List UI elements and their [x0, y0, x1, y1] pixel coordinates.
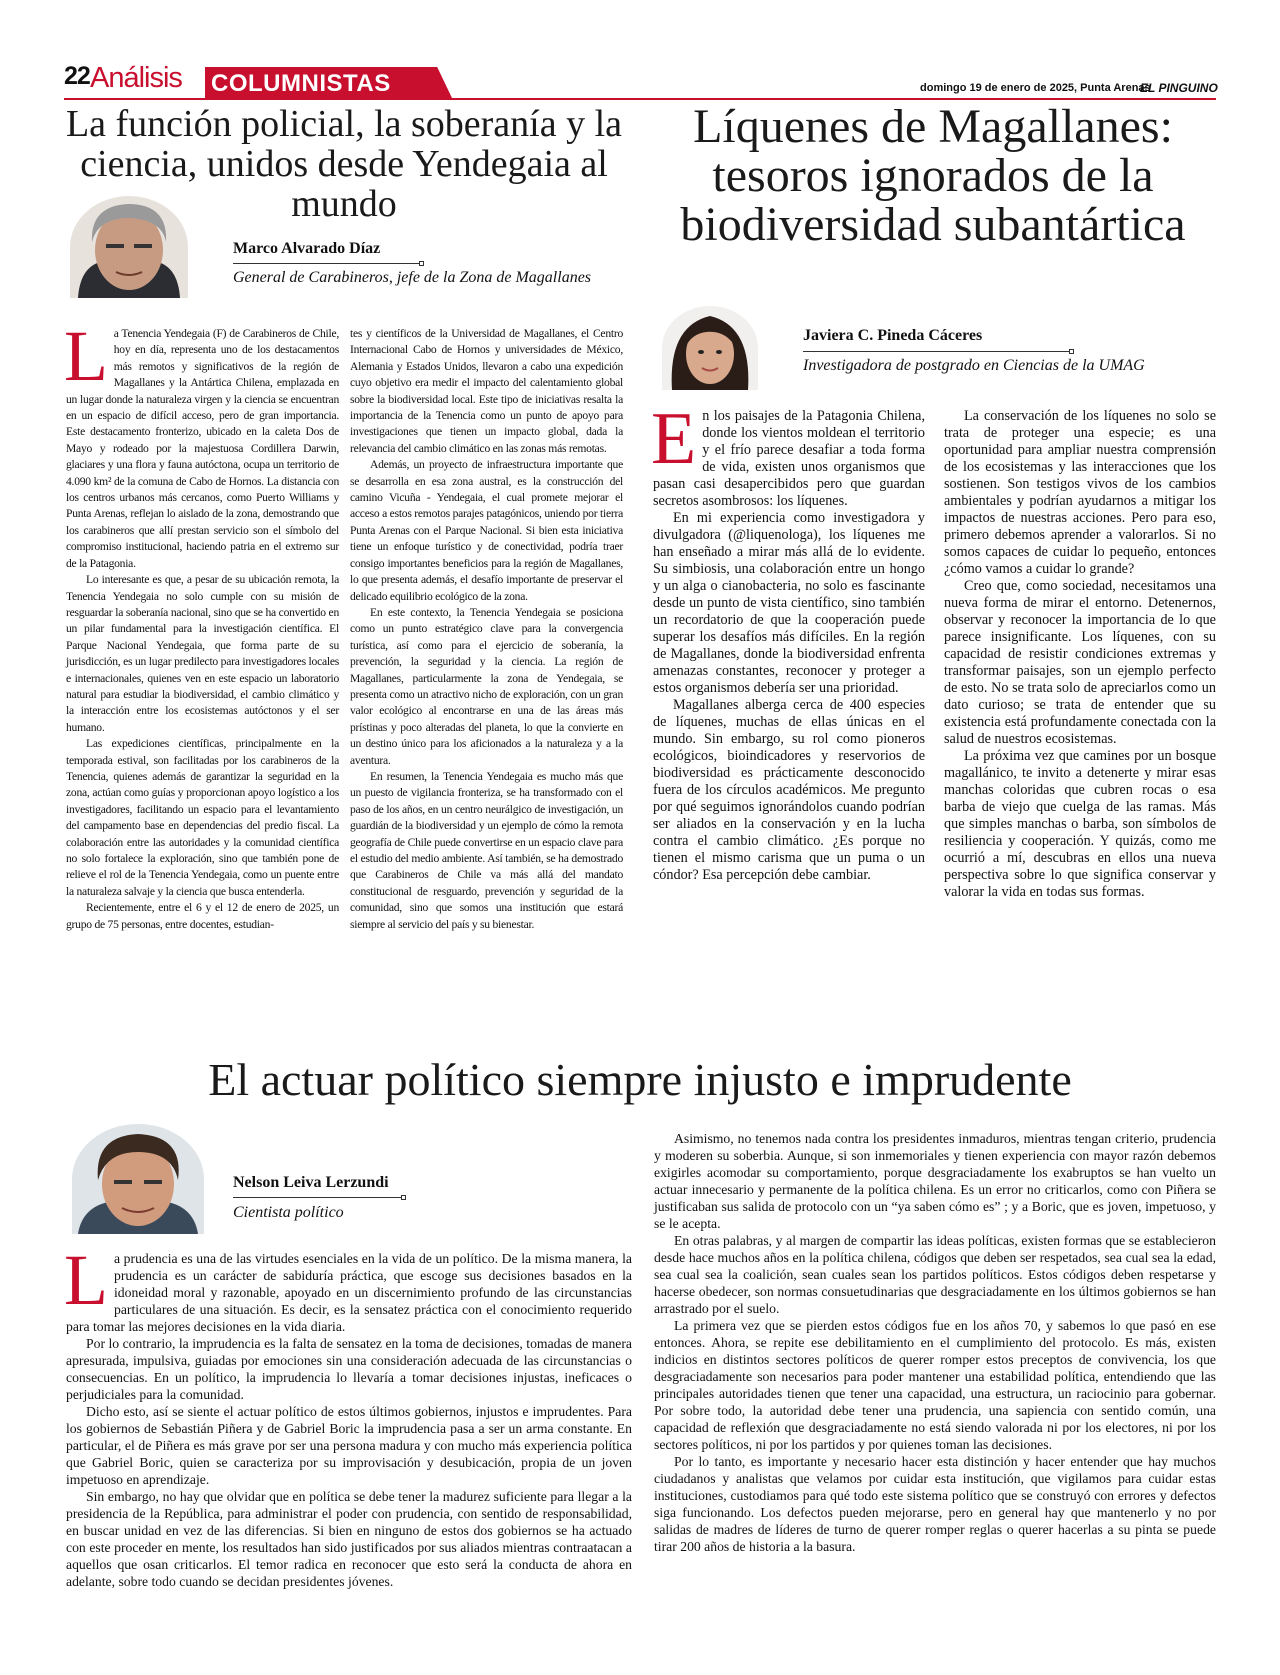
paragraph: La primera vez que se pierden estos códigos fue en los años 70, y sabemos lo que pasó en ese entonces. Ahora, se repite ese debilitamiento en el cumplimiento del protocolo. Es más, existen indicios en distintos sectores políticos de querer romper estos preceptos de convivencia, los que desgraciadamente son necesarios para poder mantener una estabilidad política, entendiendo que las principales autoridades tienen que tener una capacidad, una estructura, un raciocinio para gobernar. Por sobre todo, la autoridad debe tener una prudencia, una sapiencia con sentido común, una capacidad de reflexión que desgraciadamente no está siendo valorada ni por los electores, ni por los sectores políticos, ni por los partidos y por quienes toman las decisiones. — [654, 1318, 1216, 1452]
newspaper-name: EL PINGUINO — [1140, 81, 1218, 95]
article-column — [64, 1240, 632, 1590]
author-divider — [233, 1197, 403, 1198]
article-title: El actuar político siempre injusto e imprudente — [208, 1054, 1072, 1105]
article-column — [654, 1130, 1216, 1555]
author-role: General de Carabineros, jefe de la Zona de Magallanes — [233, 269, 592, 286]
paragraph: Lo interesante es que, a pesar de su ubicación remota, la Tenencia Yendegaia no solo cumple con su misión de resguardar la soberanía nacional, sino que se ha convertido en un pilar fundamental para la investigación científica. El Parque Nacional Yendegaia, que forma parte de su jurisdicción, es un lugar predilecto para investigadores locales e internacionales, quienes ven en este espacio un laboratorio natural para estudiar la biodiversidad, el cambio climático y la interacción entre los ecosistemas autóctonos y el ser humano. — [66, 573, 339, 734]
paragraph: La próxima vez que camines por un bosque magallánico, te invito a detenerte y mirar esas manchas coloridas que cubren rocas o esa barba de viejo que cuelga de las ramas. Más que simples manchas o barba, son símbolos de resiliencia y cooperación. Y quizás, como me ocurrió a mí, descubras en ellos una nueva perspectiva sobre lo que significa conservar y valorar la vida en todas sus formas. — [944, 748, 1216, 900]
paragraph: n los paisajes de la Patagonia Chilena, donde los vientos moldean el territorio y el frío parece desafiar a toda forma de vida, existen unos organismos que pasan casi desapercibidos pero que guardan secretos asombrosos: los líquenes. — [653, 408, 925, 509]
paragraph: En resumen, la Tenencia Yendegaia es mucho más que un puesto de vigilancia fronteriza, se ha transformado con el paso de los años, en un centro neurálgico de investigación, un guardián de la biodiversidad y un ejemplo de cómo la remota geografía de Chile puede convertirse en un espacio clave para el estudio del medio ambiente. Así también, se ha demostrado que Carabineros de Chile va más allá del mandato constitucional de resguardo, prevención y seguridad de la comunidad, sino que somos una institución que estará siempre al servicio del país y su bienestar. — [350, 769, 623, 931]
author-photo — [70, 196, 188, 298]
paragraph: Asimismo, no tenemos nada contra los presidentes inmaduros, mientras tengan criterio, prudencia y moderen su soberbia. Aunque, si son inmemoriales y tienen experiencia con mayor razón debemos exigirles acomodar su comportamiento, porque desgraciadamente los exabruptos se han vuelto un actuar innecesario y permanente de la política chilena. Es un error no criticarlos, como con Piñera se justificaban sus salida de protocolo con un “ya saben cómo es” ; y a Boric, que es joven, impetuoso, y se le acepta. — [654, 1131, 1216, 1231]
author-name: Javiera C. Pineda Cáceres — [803, 327, 983, 344]
paragraph: En mi experiencia como investigadora y divulgadora (@liquenologa), los líquenes me han enseñado a mirar más allá de lo evidente. Su simbiosis, una colaboración entre un hongo y un alga o cianobacteria, no solo es fascinante desde un punto de vista científico, sino también un recordatorio de que la cooperación puede superar los desafíos más difíciles. En la región de Magallanes, donde la biodiversidad enfrenta amenazas constantes, reconocer y proteger a estos organismos debería ser una prioridad. — [653, 510, 925, 696]
author-divider — [803, 351, 1071, 352]
author-role: Investigadora de postgrado en Ciencias de la UMAG — [803, 357, 1145, 374]
author-photo — [662, 306, 758, 390]
drop-cap: L — [64, 1240, 108, 1320]
author-divider-dot — [401, 1195, 406, 1200]
paragraph: a prudencia es una de las virtudes esenciales en la vida de un político. De la misma manera, la prudencia es un carácter de sabiduría práctica, que escoge sus decisiones basados en la idoneidad moral y razonable, apoyado en un discernimiento profundo de las circunstancias particulares de una situación. Es decir, es la sensatez práctica con el conocimiento requerido para tomar las mejores decisiones en la vida diaria. — [66, 1251, 632, 1334]
article-column — [944, 408, 1216, 901]
paragraph: Recientemente, entre el 6 y el 12 de enero de 2025, un grupo de 75 personas, entre docentes, estudian- — [66, 901, 339, 931]
article-title: La función policial, la soberanía y la ciencia, unidos desde Yendegaia al mundo — [65, 103, 623, 225]
drop-cap: E — [651, 398, 697, 480]
paragraph: Dicho esto, así se siente el actuar político de estos últimos gobiernos, injustos e imprudentes. Para los gobiernos de Sebastián Piñera y de Gabriel Boric la imprudencia pasa a ser un arma constante. En particular, el de Piñera es más grave por ser una persona madura y con mucho más experiencia política que Gabriel Boric, quien se caracteriza por su improvisación y desubicación, propia de un joven impetuoso en aprendizaje. — [66, 1404, 632, 1487]
author-divider-dot — [1069, 349, 1074, 354]
paragraph: La conservación de los líquenes no solo se trata de proteger una especie; es una oportunidad para ampliar nuestra comprensión de los ecosistemas y las interacciones que los sostienen. Son testigos vivos de los cambios ambientales y podrían ayudarnos a mitigar los impactos de nuestras acciones. Pero para eso, primero debemos aprender a valorarlos. Si no somos capaces de cuidar lo pequeño, entonces ¿cómo vamos a cuidar lo grande? — [944, 408, 1216, 577]
paragraph: Magallanes alberga cerca de 400 especies de líquenes, muchas de ellas únicas en el mundo. Sin embargo, su rol como pioneros ecológicos, bioindicadores y reservorios de biodiversidad es prácticamente desconocido fuera de los círculos académicos. Me pregunto por qué seguimos ignorándolos cuando podrían ser aliados en la conservación y en la lucha contra el cambio climático. ¿Es porque no tienen el mismo carisma que un puma o un cóndor? Esa percepción debe cambiar. — [653, 697, 925, 883]
author-name: Marco Alvarado Díaz — [233, 240, 381, 257]
section-name: Análisis — [90, 62, 182, 94]
paragraph: tes y científicos de la Universidad de Magallanes, el Centro Internacional Cabo de Hornos y universidades de México, Alemania y Estados Unidos, llevaron a cabo una expedición cuyo objetivo era medir el impacto del calentamiento global sobre la biodiversidad local. Este tipo de iniciativas resalta la importancia de la Tenencia como un punto de apoyo para investigaciones que tienen un impacto global, dada la relevancia del cambio climático en las zonas más remotas. — [350, 327, 623, 455]
author-divider-dot — [419, 261, 424, 266]
author-portrait-icon — [72, 1124, 204, 1234]
page-number: 22 — [64, 62, 90, 90]
paragraph: a Tenencia Yendegaia (F) de Carabineros de Chile, hoy en día, representa uno de los destacamentos más remotos y significativos de la región de Magallanes y la Antártica Chilena, emplazada en un lugar donde la naturaleza virgen y la ciencia se encuentran en un espacio de difícil acceso, pero de gran importancia. Este destacamento fronterizo, ubicado en la caleta Dos de Mayo y rodeado por la majestuosa Cordillera Darwin, glaciares y una flora y fauna autóctona, ocupa un territorio de 4.090 km² de la comuna de Cabo de Hornos. La distancia con los centros urbanos más cercanos, como Puerto Williams y Punta Arenas, reflejan lo aislado de la zona, demostrando que los carabineros que allí prestan servicio son el símbolo del compromiso institucional, haciendo patria en el extremo sur de la Patagonia. — [66, 327, 339, 570]
publication-date: domingo 19 de enero de 2025, Punta Arenas — [920, 82, 1151, 94]
author-portrait-icon — [70, 196, 188, 298]
paragraph: Creo que, como sociedad, necesitamos una nueva forma de mirar el entorno. Detenernos, observar y reconocer la importancia de lo que parece insignificante. Los líquenes, con su capacidad de resistir condiciones extremas y transformar paisajes, son un ejemplo perfecto de esto. No se trata solo de apreciarlos como un dato curioso; se trata de entender que su existencia está profundamente conectada con la salud de nuestros ecosistemas. — [944, 578, 1216, 747]
article-column — [651, 398, 925, 884]
section-label: COLUMNISTAS — [211, 70, 391, 97]
paragraph: Las expediciones científicas, principalmente en la temporada estival, son facilitadas por los carabineros de la Tenencia, quienes además de garantizar la seguridad en la zona, actúan como guías y proporcionan apoyo logístico a los investigadores, facilitando un espacio para el levantamiento del campamento base en dependencias del predio fiscal. La colaboración entre las autoridades y la comunidad científica no solo fortalece la exploración, sino que también pone de relieve el rol de la Tenencia Yendegaia, como un puente entre la naturaleza salvaje y la ciencia que busca entenderla. — [66, 737, 339, 898]
paragraph: Además, un proyecto de infraestructura importante que se desarrolla en esa zona austral, es la construcción del camino Vicuña - Yendegaia, el cual promete mejorar el acceso a estos remotos parajes patagónicos, uniendo por tierra Punta Arenas con el Parque Nacional. Si bien esta iniciativa tiene un enfoque turístico y de conectividad, podría traer consigo importantes beneficios para la región de Magallanes, lo que presenta además, el desafío importante de preservar el delicado equilibrio ecológico de la zona. — [350, 458, 623, 603]
author-portrait-icon — [662, 306, 758, 390]
author-name: Nelson Leiva Lerzundi — [233, 1174, 389, 1191]
article-column — [350, 326, 623, 933]
author-role: Cientista político — [233, 1204, 344, 1221]
author-photo — [72, 1124, 204, 1234]
paragraph: En otras palabras, y al margen de compartir las ideas políticas, existen formas que se establecieron desde hace muchos años en la política chilena, códigos que deben ser respetados, sea cual sea la edad, sea cual sea la coalición, sean cuales sean los partidos políticos. Estos códigos deben respetarse y hacerse obedecer, son normas consuetudinarias que desgraciadamente en los últimos gobiernos se han arrastrado por el suelo. — [654, 1233, 1216, 1316]
paragraph: Por lo tanto, es importante y necesario hacer esta distinción y hacer entender que hay muchos ciudadanos y analistas que velamos por cuidar esta institución, que vigilamos para cuidar estas instituciones, custodiamos para qué todo este sistema político que se construyó con errores y defectos siga funcionando. Los defectos pueden mejorarse, pero en general hay que mantenerlo y no por salidas de madres de líderes de turno de querer romper reglas o querer hacerlas a su pinta se puede tirar 200 años de historia a la basura. — [654, 1454, 1216, 1554]
drop-cap: L — [64, 316, 108, 396]
article-title: Líquenes de Magallanes: tesoros ignorados de la biodiversidad subantártica — [680, 100, 1186, 251]
paragraph: En este contexto, la Tenencia Yendegaia se posiciona como un punto estratégico clave para la convergencia turística, así como para el ejercicio de soberanía, la prevención, la seguridad y la ciencia. La región de Magallanes, particularmente la zona de Yendegaia, se presenta como un atractivo nicho de exploración, con un gran valor ecológico al encontrarse en una de las áreas más prístinas y poco alteradas del planeta, lo que la convierte en un destino único para los aficionados a la naturaleza y a la aventura. — [350, 605, 623, 767]
author-divider — [233, 263, 421, 264]
paragraph: Sin embargo, no hay que olvidar que en política se debe tener la madurez suficiente para llegar a la presidencia de la República, para administrar el poder con prudencia, con sentido de responsabilidad, en buscar unidad en vez de las diferencias. Si bien en ninguno de estos dos gobiernos se ha actuado con este proceder en mente, los resultados han sido justificados por sus aliados mientras contraatacan a aquellos que osan criticarlos. El temor radica en reconocer que esto será la conducta de ahora en adelante, sobre todo cuando se decidan presidentes jóvenes. — [66, 1489, 632, 1589]
article-column — [64, 316, 339, 933]
paragraph: Por lo contrario, la imprudencia es la falta de sensatez en la toma de decisiones, tomadas de manera apresurada, impulsiva, guiadas por emociones sin una consideración adecuada de las circunstancias o consecuencias. En un político, la imprudencia lo llevaría a tomar decisiones injustas, ineficaces o perjudiciales para la comunidad. — [66, 1336, 632, 1402]
